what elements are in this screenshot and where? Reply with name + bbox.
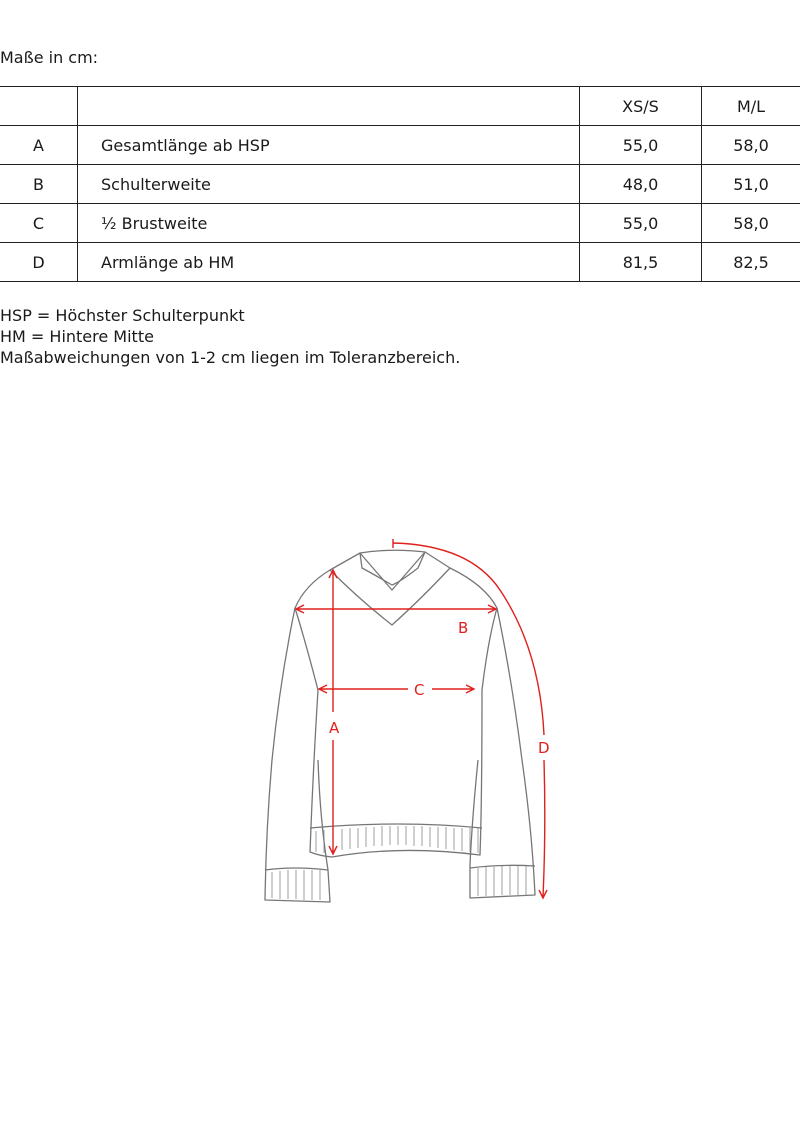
header-size-xs-s: XS/S [580, 87, 702, 126]
measure-a-line [329, 570, 337, 854]
label-d: D [538, 739, 550, 757]
row-key: A [0, 126, 78, 165]
row-label: Gesamtlänge ab HSP [78, 126, 580, 165]
note-hm: HM = Hintere Mitte [0, 327, 154, 346]
sweater-sketch [265, 550, 535, 902]
row-value-xs-s: 55,0 [580, 126, 702, 165]
note-tolerance: Maßabweichungen von 1-2 cm liegen im Toleranzbereich. [0, 348, 461, 367]
note-hsp: HSP = Höchster Schulterpunkt [0, 306, 245, 325]
row-value-m-l: 58,0 [702, 126, 800, 165]
row-value-m-l: 51,0 [702, 165, 800, 204]
row-label: ½ Brustweite [78, 204, 580, 243]
row-value-xs-s: 81,5 [580, 243, 702, 282]
row-label: Schulterweite [78, 165, 580, 204]
page-title: Maße in cm: [0, 48, 99, 67]
measure-b-line [296, 605, 496, 613]
row-value-m-l: 58,0 [702, 204, 800, 243]
row-key: C [0, 204, 78, 243]
label-b: B [458, 619, 469, 637]
row-value-xs-s: 55,0 [580, 204, 702, 243]
measure-c-line [319, 685, 474, 693]
row-value-xs-s: 48,0 [580, 165, 702, 204]
row-key: D [0, 243, 78, 282]
label-c: C [414, 681, 425, 699]
header-size-m-l: M/L [702, 87, 800, 126]
row-key: B [0, 165, 78, 204]
label-a: A [329, 719, 340, 737]
row-value-m-l: 82,5 [702, 243, 800, 282]
row-label: Armlänge ab HM [78, 243, 580, 282]
